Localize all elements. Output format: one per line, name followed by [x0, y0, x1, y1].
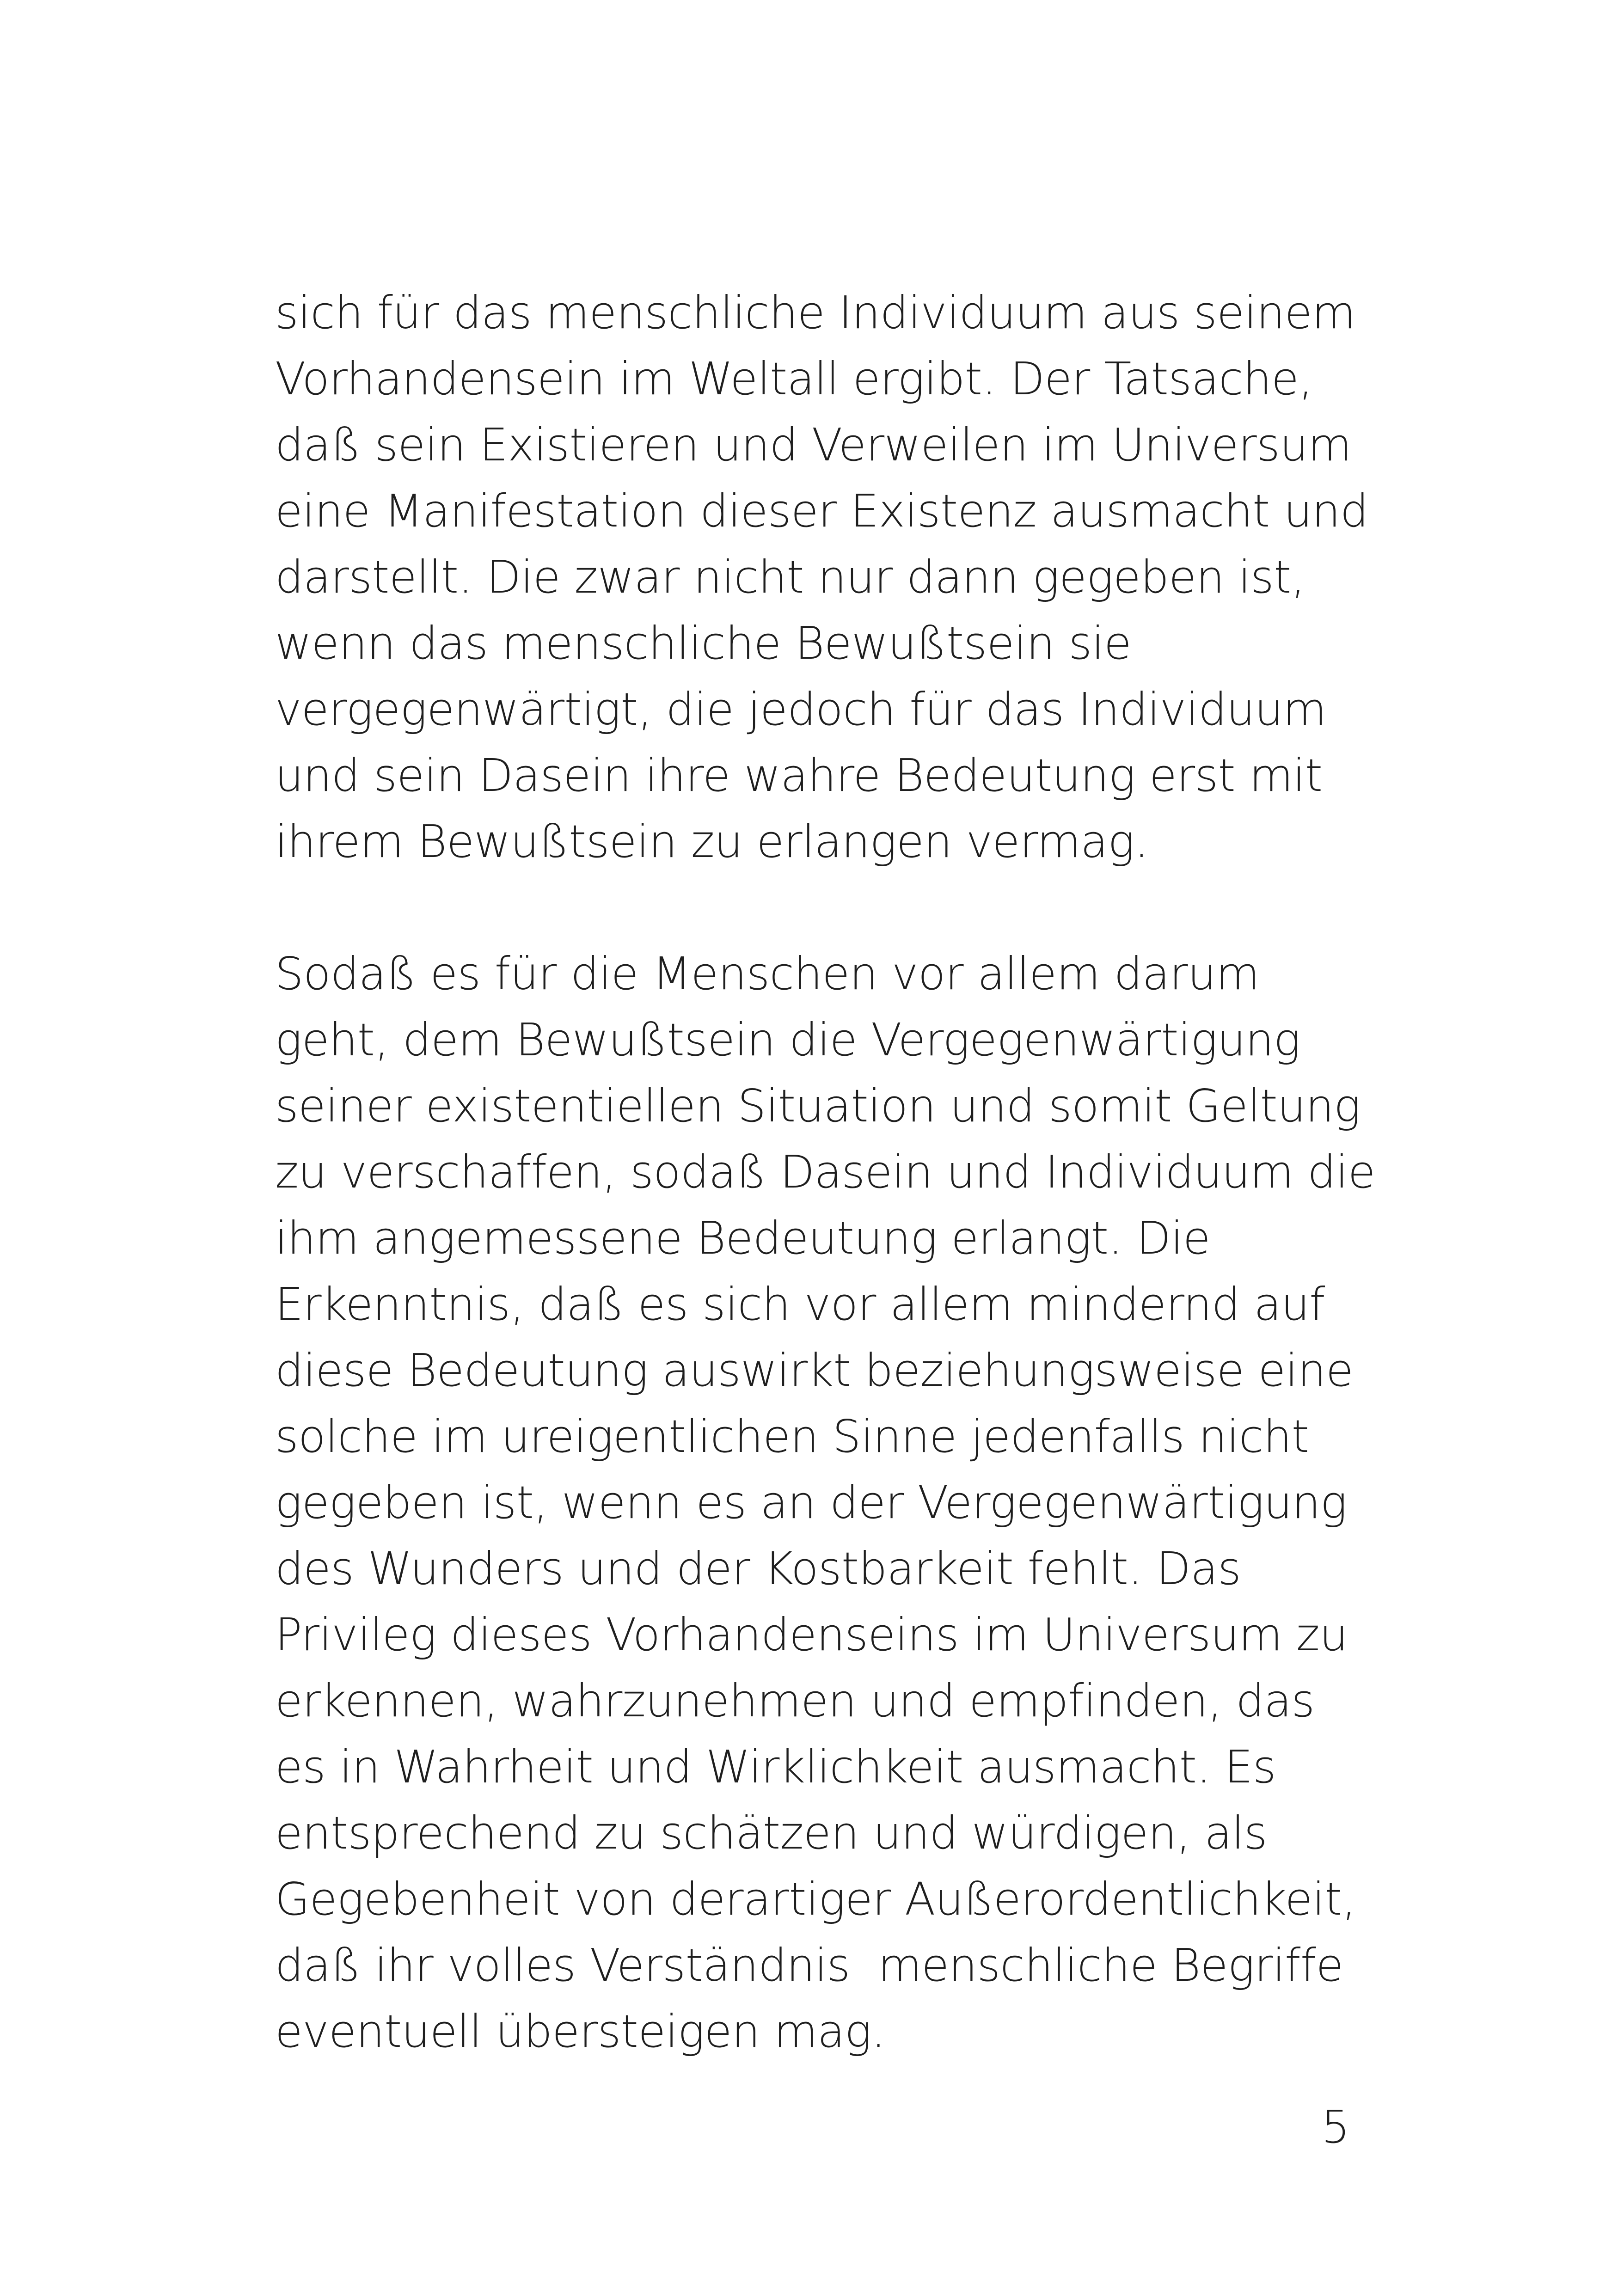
- paragraph-1: [275, 280, 1375, 875]
- text-line: daß ihr volles Verständnis menschliche Begriffe: [275, 1939, 1343, 1991]
- text-line: ihrem Bewußtsein zu erlangen vermag.: [275, 815, 1149, 868]
- text-line: geht, dem Bewußtsein die Vergegenwärtigung: [275, 1014, 1300, 1066]
- text-line: es in Wahrheit und Wirklichkeit ausmacht. Es: [275, 1741, 1276, 1793]
- text-line: des Wunders und der Kostbarkeit fehlt. Das: [275, 1543, 1241, 1595]
- text-line: Vorhandensein im Weltall ergibt. Der Tatsache,: [275, 353, 1313, 405]
- body-text: [275, 280, 1375, 2064]
- text-line: erkennen, wahrzunehmen und empfinden, das: [275, 1675, 1315, 1727]
- text-line: gegeben ist, wenn es an der Vergegenwärtigung: [275, 1476, 1347, 1529]
- text-line: sich für das menschliche Individuum aus seinem: [275, 287, 1355, 339]
- paragraph-2: [275, 941, 1375, 2064]
- text-line: entsprechend zu schätzen und würdigen, als: [275, 1807, 1267, 1859]
- text-line: Gegebenheit von derartiger Außerordentlichkeit,: [275, 1873, 1356, 1925]
- text-line: eine Manifestation dieser Existenz ausmacht und: [275, 485, 1368, 537]
- text-line: Privileg dieses Vorhandenseins im Universum zu: [275, 1609, 1348, 1661]
- page-number: 5: [1321, 2101, 1350, 2153]
- text-line: diese Bedeutung auswirkt beziehungsweise eine: [275, 1344, 1354, 1396]
- text-line: ihm angemessene Bedeutung erlangt. Die: [275, 1212, 1211, 1264]
- paragraph-spacer: [275, 875, 1375, 941]
- text-line: solche im ureigentlichen Sinne jedenfalls nicht: [275, 1410, 1309, 1463]
- text-line: eventuell übersteigen mag.: [275, 2005, 886, 2057]
- text-line: darstellt. Die zwar nicht nur dann gegeben ist,: [275, 551, 1305, 603]
- text-line: wenn das menschliche Bewußtsein sie: [275, 617, 1132, 669]
- text-line: seiner existentiellen Situation und somit Geltung: [275, 1080, 1361, 1132]
- text-line: zu verschaffen, sodaß Dasein und Individuum die: [275, 1146, 1375, 1198]
- text-line: Erkenntnis, daß es sich vor allem mindernd auf: [275, 1278, 1325, 1330]
- text-line: vergegenwärtigt, die jedoch für das Individuum: [275, 683, 1326, 735]
- text-line: daß sein Existieren und Verweilen im Universum: [275, 419, 1352, 471]
- text-line: Sodaß es für die Menschen vor allem darum: [275, 948, 1260, 1000]
- text-line: und sein Dasein ihre wahre Bedeutung erst mit: [275, 749, 1323, 802]
